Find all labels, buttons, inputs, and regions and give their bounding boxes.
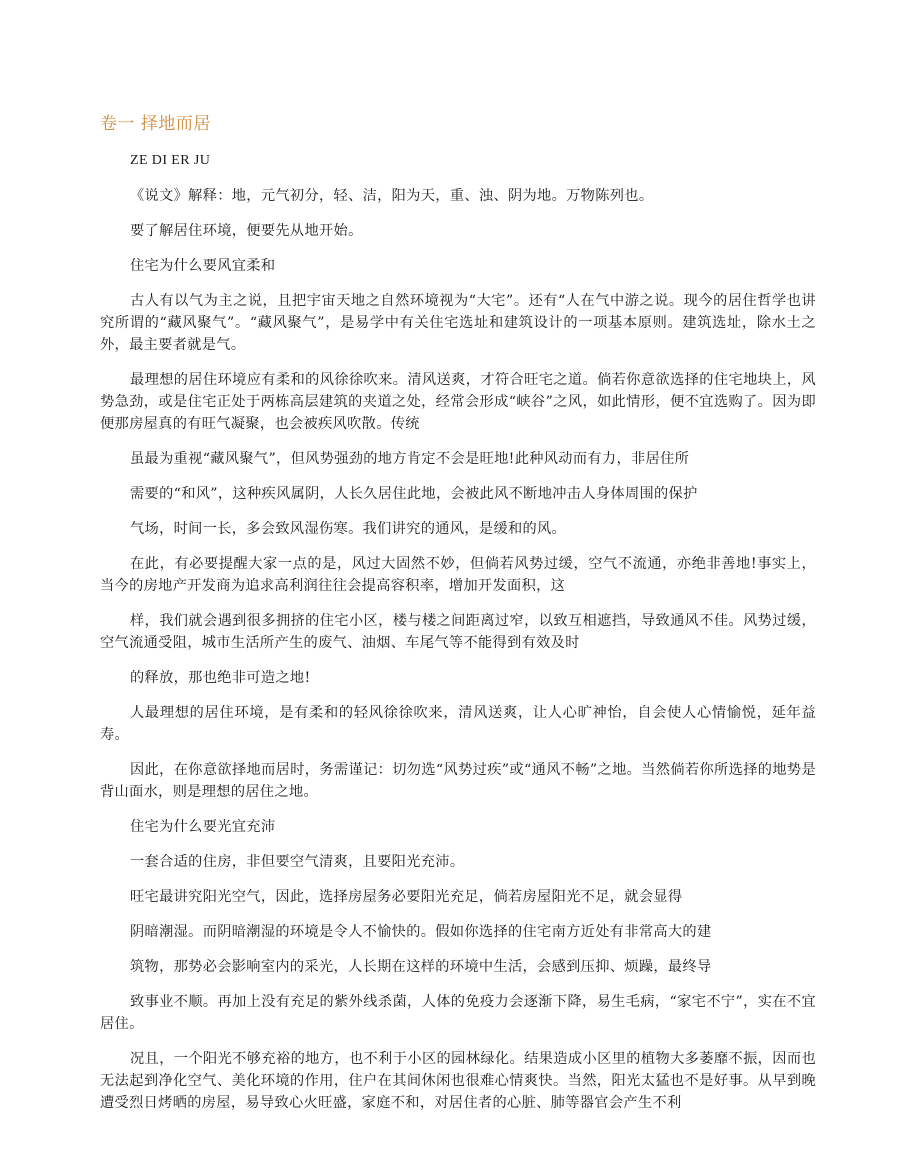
paragraph: 古人有以气为主之说，且把宇宙天地之自然环境视为“大宅”。还有“人在气中游之说。现今的居住哲学也讲究所谓的“藏风聚气”。“藏风聚气”，是易学中有关住宅选址和建筑设计的一项基本原则。建筑选址，除水土之外，最主要者就是气。 — [100, 293, 816, 353]
paragraph: 一套合适的住房，非但要空气清爽，且要阳光充沛。 — [130, 854, 465, 870]
paragraph: 《说文》解释：地，元气初分，轻、洁，阳为天，重、浊、阴为地。万物陈列也。 — [130, 188, 654, 204]
chapter-title: 卷一 择地而居 — [100, 114, 211, 134]
section-heading: 住宅为什么要光宜充沛 — [130, 819, 276, 835]
paragraph: 人最理想的居住环境，是有柔和的轻风徐徐吹来，清风送爽，让人心旷神怡，自会使人心情愉悦，延年益寿。 — [100, 705, 816, 743]
paragraph: 阴暗潮湿。而阴暗潮湿的环境是令人不愉快的。假如你选择的住宅南方近处有非常高大的建 — [130, 924, 712, 940]
paragraph: 在此，有必要提醒大家一点的是，风过大固然不妙，但倘若风势过缓，空气不流通，亦绝非善地!事实上，当今的房地产开发商为追求高利润往往会提高容积率，增加开发面积，这 — [100, 556, 816, 594]
paragraph: 气场，时间一长，多会致风湿伤寒。我们讲究的通风，是缓和的风。 — [130, 521, 567, 537]
paragraph: 的释放，那也绝非可造之地! — [130, 670, 311, 686]
paragraph: 样，我们就会遇到很多拥挤的住宅小区，楼与楼之间距离过窄，以致互相遮挡，导致通风不佳。风势过缓，空气流通受阻，城市生活所产生的废气、油烟、车尾气等不能得到有效及时 — [100, 613, 816, 651]
paragraph: 最理想的居住环境应有柔和的风徐徐吹来。清风送爽，才符合旺宅之道。倘若你意欲选择的住宅地块上，风势急劲，或是住宅正处于两栋高层建筑的夹道之处，经常会形成“峡谷”之风，如此情形，便不宜选购了。因为即便那房屋真的有旺气凝聚，也会被疾风吹散。传统 — [100, 372, 816, 432]
paragraph: 况且，一个阳光不够充裕的地方，也不利于小区的园林绿化。结果造成小区里的植物大多萎靡不振，因而也无法起到净化空气、美化环境的作用，住户在其间休闲也很难心情爽快。当然，阳光太猛也不是好事。从早到晚遭受烈日烤晒的房屋，易导致心火旺盛，家庭不和，对居住者的心脏、肺等器官会产生不利 — [100, 1051, 816, 1111]
paragraph: 需要的“和风”，这种疾风属阴，人长久居住此地，会被此风不断地冲击人身体周围的保护 — [130, 486, 698, 502]
paragraph: 筑物，那势必会影响室内的采光，人长期在这样的环境中生活，会感到压抑、烦躁，最终导 — [130, 959, 712, 975]
paragraph: 虽最为重视“藏风聚气”，但风势强劲的地方肯定不会是旺地!此种风动而有力，非居住所 — [130, 451, 690, 467]
paragraph: 旺宅最讲究阳光空气，因此，选择房屋务必要阳光充足，倘若房屋阳光不足，就会显得 — [130, 889, 683, 905]
paragraph: 致事业不顺。再加上没有充足的紫外线杀菌，人体的免疫力会逐渐下降，易生毛病，“家宅不宁”，实在不宜居住。 — [100, 994, 816, 1032]
pinyin-subtitle: ZE DI ER JU — [130, 153, 211, 168]
paragraph: 要了解居住环境，便要先从地开始。 — [130, 223, 363, 239]
section-heading: 住宅为什么要风宜柔和 — [130, 258, 276, 274]
paragraph: 因此，在你意欲择地而居时，务需谨记：切勿选“风势过疾”或“通风不畅”之地。当然倘若你所选择的地势是背山面水，则是理想的居住之地。 — [100, 762, 816, 800]
document-page — [100, 112, 816, 1127]
